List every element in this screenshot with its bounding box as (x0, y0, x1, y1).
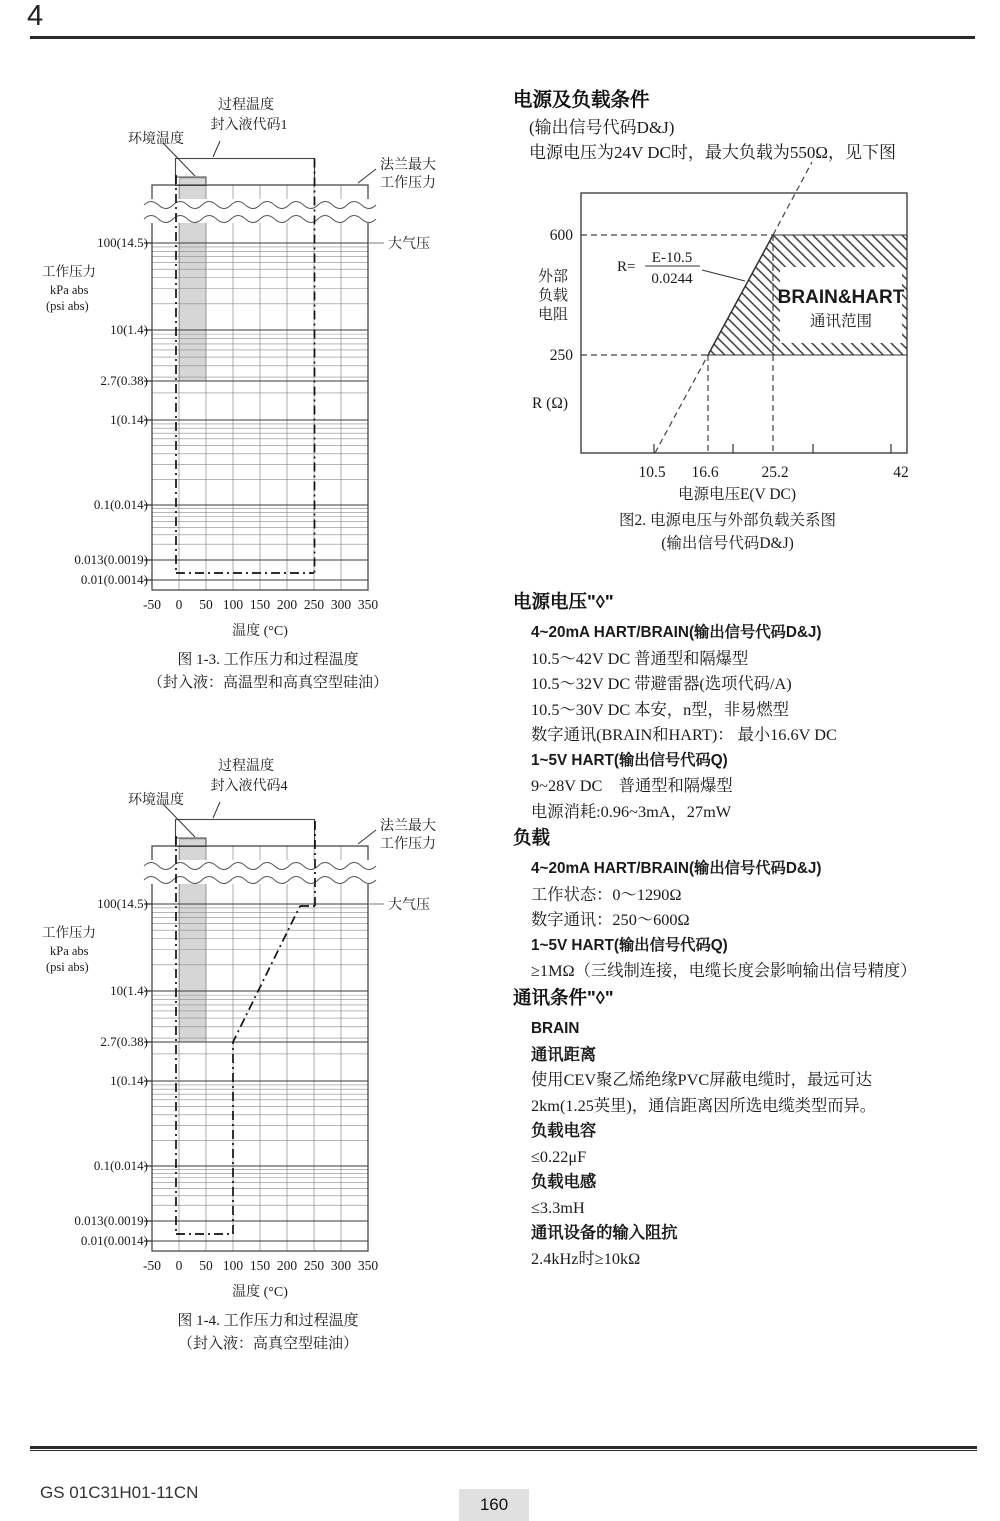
x-tick: 16.6 (691, 464, 719, 481)
spec-line: 数字通讯(BRAIN和HART)： 最小16.6V DC (531, 725, 837, 744)
spec-line: 工作状态：0～1290Ω (531, 884, 682, 904)
x-tick: 0 (175, 1258, 183, 1273)
y-tick: 1(0.14) (110, 1073, 148, 1088)
y-tick: 0.013(0.0019) (74, 1213, 148, 1228)
fig-1-3-chart (28, 95, 488, 715)
ambient-pointer-line (163, 804, 195, 837)
x-axis-title: 温度 (°C) (232, 624, 288, 639)
fig2-caption-line2: (输出信号代码D&J) (661, 535, 794, 552)
x-tick: 250 (303, 1258, 325, 1273)
spec-line: ≤0.22μF (531, 1146, 587, 1166)
page-number: 160 (459, 1489, 529, 1521)
flange-label-line1: 法兰最大 (380, 819, 436, 834)
flange-label-line1: 法兰最大 (380, 158, 436, 173)
x-tick: 350 (357, 597, 379, 612)
spec-line: BRAIN (531, 1020, 580, 1037)
scale-break-wave (142, 860, 380, 884)
y-tick: 2.7(0.38) (100, 373, 148, 388)
footer-rule (30, 1446, 977, 1451)
supply-voltage-title: 电源电压"◊" (513, 591, 614, 612)
spec-line: 1~5V HART(输出信号代码Q) (531, 751, 728, 769)
y-tick: 10(1.4) (110, 322, 148, 337)
x-axis-title: 电源电压E(V DC) (677, 486, 797, 503)
spec-subhead: 通讯距离 (531, 1044, 597, 1064)
section-title-power-load: 电源及负载条件 (513, 89, 650, 111)
x-tick: 100 (222, 1258, 244, 1273)
y-axis-title: 工作压力 (42, 264, 96, 279)
y-axis-unit: kPa abs (50, 283, 89, 297)
y-tick: 10(1.4) (110, 983, 148, 998)
y-tick: 0.01(0.0014) (80, 1233, 148, 1248)
x-tick: 10.5 (638, 464, 666, 481)
x-tick: 50 (199, 1258, 213, 1273)
x-tick: 150 (249, 1258, 271, 1273)
header-rule (30, 36, 975, 39)
flange-pointer-line (358, 830, 376, 844)
process-label-line1: 过程温度 (218, 98, 274, 113)
y-tick: 0.1(0.014) (93, 497, 148, 512)
flange-pointer-line (358, 169, 376, 183)
x-tick: 150 (249, 597, 271, 612)
y-tick: 100(14.5) (97, 235, 148, 250)
power-load-sub1: (输出信号代码D&J) (529, 118, 675, 137)
y-tick-250: 250 (549, 347, 573, 364)
y-tick: 0.01(0.0014) (80, 572, 148, 587)
spec-subhead: 负载电感 (531, 1172, 597, 1191)
spec-line: 使用CEV聚乙烯绝缘PVC屏蔽电缆时，最远可达 (531, 1070, 873, 1089)
figure-caption-line2: （封入液：高温型和高真空型硅油） (147, 675, 389, 691)
spec-line: ≥1MΩ（三线制连接，电缆长度会影响输出信号精度） (531, 961, 917, 980)
y-tick: 0.1(0.014) (93, 1158, 148, 1173)
spec-subhead: 通讯设备的输入阻抗 (531, 1223, 678, 1242)
x-tick: 0 (175, 597, 183, 612)
y-axis-unit2: (psi abs) (46, 299, 89, 313)
comm-range-label-line1: BRAIN&HART (777, 287, 905, 308)
section-supply-voltage (513, 588, 995, 824)
process-label-line2: 封入液代码4 (210, 779, 288, 794)
atmosphere-label: 大气压 (388, 898, 430, 913)
figure-caption-line1: 图 1-4. 工作压力和过程温度 (177, 1313, 359, 1329)
fig-1-4-chart (28, 756, 488, 1376)
figure-caption-line1: 图 1-3. 工作压力和过程温度 (177, 652, 359, 668)
y-axis-title: 工作压力 (42, 925, 96, 940)
fig2-caption (505, 509, 950, 555)
spec-line: ≤3.3mH (531, 1197, 585, 1217)
spec-line: 2.4kHz时≥10kΩ (531, 1248, 641, 1268)
process-label-line2: 封入液代码1 (210, 118, 288, 133)
page-corner-number: 4 (27, 0, 44, 32)
y-tick-600: 600 (549, 227, 573, 244)
x-tick: 300 (330, 1258, 352, 1273)
formula-lhs: R= (617, 259, 636, 275)
formula-pointer-line (702, 270, 745, 281)
x-tick: 42 (893, 464, 909, 481)
process-pointer-line (213, 141, 220, 157)
x-tick: -50 (143, 597, 161, 612)
fig2-caption-line1: 图2. 电源电压与外部负载关系图 (618, 512, 836, 529)
y-axis-label-line2: 负载 (537, 288, 569, 304)
section-comm-conditions (513, 984, 995, 1271)
y-axis-unit: R (Ω) (531, 395, 569, 412)
x-tick: -50 (143, 1258, 161, 1273)
fig-2-chart (505, 150, 950, 510)
spec-line: 电源消耗:0.96~3mA，27mW (531, 801, 732, 821)
spec-line: 10.5～42V DC 普通型和隔爆型 (531, 648, 749, 668)
x-tick: 25.2 (761, 464, 789, 481)
comm-range-label-line2: 通讯范围 (809, 313, 873, 330)
spec-line: 4~20mA HART/BRAIN(输出信号代码D&J) (531, 624, 822, 641)
y-tick: 2.7(0.38) (100, 1034, 148, 1049)
y-axis-unit2: (psi abs) (46, 960, 89, 974)
spec-line: 4~20mA HART/BRAIN(输出信号代码D&J) (531, 860, 822, 877)
figure-caption-line2: （封入液：高真空型硅油） (177, 1336, 359, 1352)
grid-lines (144, 185, 368, 590)
section-load (513, 824, 995, 984)
y-axis-label-line3: 电阻 (537, 307, 569, 323)
formula-denominator: 0.0244 (651, 271, 693, 287)
x-tick: 250 (303, 597, 325, 612)
y-tick: 1(0.14) (110, 412, 148, 427)
x-axis-title: 温度 (°C) (232, 1285, 288, 1300)
y-tick: 0.013(0.0019) (74, 552, 148, 567)
y-axis-unit: kPa abs (50, 944, 89, 958)
load-title: 负载 (513, 827, 551, 848)
ambient-label: 环境温度 (128, 793, 184, 808)
spec-line: 9~28V DC 普通型和隔爆型 (531, 776, 733, 795)
ambient-label: 环境温度 (128, 132, 184, 147)
spec-line: 数字通讯：250～600Ω (531, 910, 690, 929)
x-tick: 200 (276, 597, 298, 612)
formula-numerator: E-10.5 (651, 250, 693, 266)
spec-line: 10.5～30V DC 本安，n型，非易燃型 (531, 699, 789, 719)
scale-break-wave (142, 199, 380, 223)
ambient-pointer-line (163, 143, 195, 176)
flange-label-line2: 工作压力 (380, 837, 436, 852)
process-label-line1: 过程温度 (218, 759, 274, 774)
x-tick: 350 (357, 1258, 379, 1273)
comm-conditions-title: 通讯条件"◊" (513, 987, 614, 1008)
atmosphere-label: 大气压 (388, 237, 430, 252)
spec-line: 10.5～32V DC 带避雷器(选项代码/A) (531, 674, 792, 693)
x-tick: 300 (330, 597, 352, 612)
process-pointer-line (213, 802, 220, 818)
y-axis-label-line1: 外部 (537, 269, 569, 285)
spec-subhead: 负载电容 (531, 1121, 597, 1140)
x-tick: 50 (199, 597, 213, 612)
power-load-sub2: 电源电压为24V DC时，最大负载为550Ω，见下图 (529, 143, 896, 162)
document-number: GS 01C31H01-11CN (40, 1483, 199, 1502)
x-tick: 200 (276, 1258, 298, 1273)
flange-label-line2: 工作压力 (380, 176, 436, 191)
grid-lines (144, 846, 368, 1251)
spec-line: 2km(1.25英里)，通信距离因所选电缆类型而异。 (531, 1095, 877, 1115)
x-tick: 100 (222, 597, 244, 612)
spec-line: 1~5V HART(输出信号代码Q) (531, 936, 728, 954)
y-tick: 100(14.5) (97, 896, 148, 911)
